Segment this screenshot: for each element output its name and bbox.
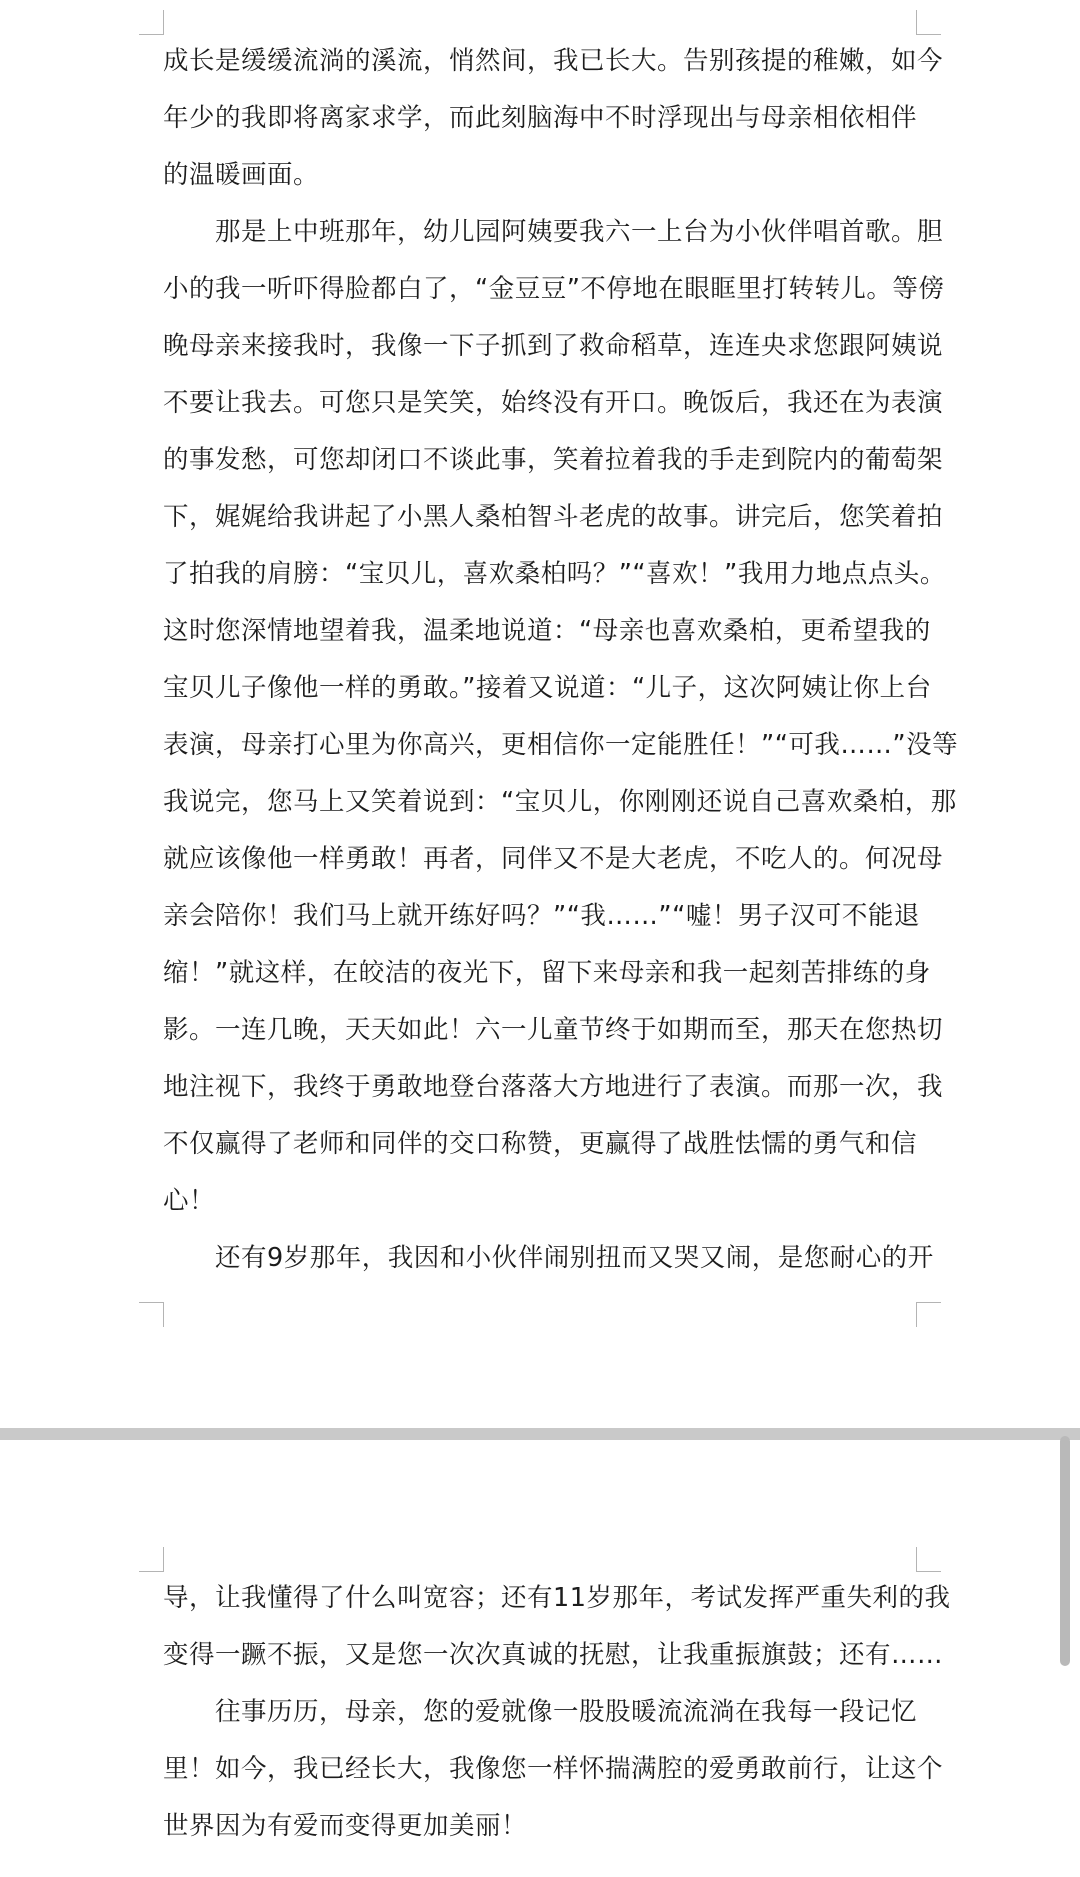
text-line: 下，娓娓给我讲起了小黑人桑柏智斗老虎的故事。讲完后，您笑着拍: [163, 502, 944, 532]
margin-corner-top-right: [916, 1547, 941, 1572]
vertical-scrollbar[interactable]: [1060, 1436, 1070, 1666]
document-page-2: [0, 1440, 1080, 1877]
text-line: 心！: [163, 1186, 216, 1216]
text-line: 年少的我即将离家求学，而此刻脑海中不时浮现出与母亲相依相伴: [163, 103, 918, 133]
text-line: 影。一连几晚，天天如此！六一儿童节终于如期而至，那天在您热切: [163, 1015, 944, 1045]
text-line: 地注视下，我终于勇敢地登台落落大方地进行了表演。而那一次，我: [163, 1072, 944, 1102]
text-line: 的温暖画面。: [163, 160, 320, 190]
margin-corner-bottom-right: [916, 1302, 941, 1327]
margin-corner-top-right: [916, 10, 941, 35]
text-line: 这时您深情地望着我，温柔地说道：“母亲也喜欢桑柏，更希望我的: [163, 616, 931, 646]
text-line: 缩！”就这样，在皎洁的夜光下，留下来母亲和我一起刻苦排练的身: [163, 958, 931, 988]
text-line: 小的我一听吓得脸都白了，“金豆豆”不停地在眼眶里打转转儿。等傍: [163, 274, 945, 304]
text-line: 导，让我懂得了什么叫宽容；还有11岁那年，考试发挥严重失利的我: [163, 1583, 951, 1613]
text-line: 还有9岁那年，我因和小伙伴闹别扭而又哭又闹，是您耐心的开: [163, 1243, 934, 1273]
text-line: 亲会陪你！我们马上就开练好吗？”“我……”“嘘！男子汉可不能退: [163, 901, 920, 931]
text-line: 的事发愁，可您却闭口不谈此事，笑着拉着我的手走到院内的葡萄架: [163, 445, 944, 475]
text-line: 我说完，您马上又笑着说到：“宝贝儿，你刚刚还说自己喜欢桑柏，那: [163, 787, 957, 817]
text-line: 成长是缓缓流淌的溪流，悄然间，我已长大。告别孩提的稚嫩，如今: [163, 46, 944, 76]
text-line: 不仅赢得了老师和同伴的交口称赞，更赢得了战胜怯懦的勇气和信: [163, 1129, 918, 1159]
text-line: 了拍我的肩膀：“宝贝儿，喜欢桑柏吗？”“喜欢！”我用力地点点头。: [163, 559, 946, 589]
text-line: 晚母亲来接我时，我像一下子抓到了救命稻草，连连央求您跟阿姨说: [163, 331, 944, 361]
margin-corner-top-left: [139, 10, 164, 35]
text-line: 宝贝儿子像他一样的勇敢。”接着又说道：“儿子，这次阿姨让你上台: [163, 673, 932, 703]
margin-corner-bottom-left: [139, 1302, 164, 1327]
text-line: 就应该像他一样勇敢！再者，同伴又不是大老虎，不吃人的。何况母: [163, 844, 944, 874]
text-line: 表演，母亲打心里为你高兴，更相信你一定能胜任！”“可我……”没等: [163, 730, 959, 760]
text-line: 世界因为有爱而变得更加美丽！: [163, 1811, 528, 1841]
text-line: 往事历历，母亲，您的爱就像一股股暖流流淌在我每一段记忆: [163, 1697, 918, 1727]
text-line: 里！如今，我已经长大，我像您一样怀揣满腔的爱勇敢前行，让这个: [163, 1754, 944, 1784]
margin-corner-top-left: [139, 1547, 164, 1572]
text-line: 变得一蹶不振，又是您一次次真诚的抚慰，让我重振旗鼓；还有……: [163, 1640, 944, 1670]
text-line: 那是上中班那年，幼儿园阿姨要我六一上台为小伙伴唱首歌。胆: [163, 217, 944, 247]
page-break-separator: [0, 1428, 1080, 1440]
text-line: 不要让我去。可您只是笑笑，始终没有开口。晚饭后，我还在为表演: [163, 388, 944, 418]
